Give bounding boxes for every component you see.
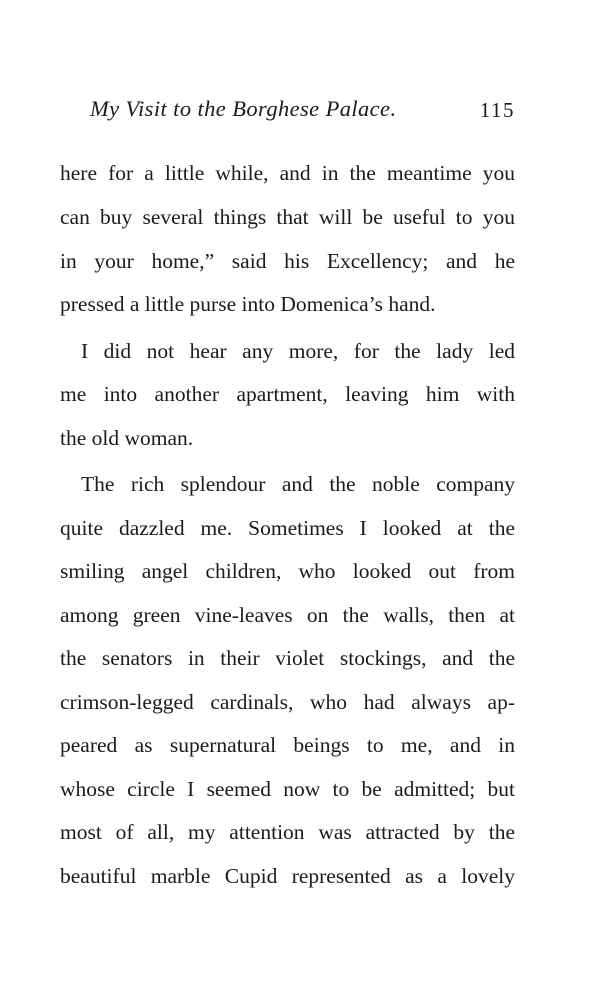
text-line: pressed a little purse into Domenica’s hand. — [60, 292, 436, 316]
text-line: can buy several things that will be useful to you — [60, 205, 515, 229]
text-line: smiling angel children, who looked out from — [60, 559, 515, 583]
paragraph-first-line: I did not hear any more, for the lady led — [81, 339, 515, 363]
text-line: among green vine-leaves on the walls, then at — [60, 603, 515, 627]
text-line: peared as supernatural beings to me, and in — [60, 733, 515, 757]
text-line: most of all, my attention was attracted by the — [60, 820, 515, 844]
text-line: here for a little while, and in the meantime you — [60, 161, 515, 185]
text-line: me into another apartment, leaving him with — [60, 382, 515, 406]
text-line: crimson-legged cardinals, who had always ap- — [60, 690, 515, 714]
text-line: the old woman. — [60, 426, 194, 450]
text-line: the senators in their violet stockings, and the — [60, 646, 515, 670]
text-line: quite dazzled me. Sometimes I looked at the — [60, 516, 515, 540]
page-number: 115 — [479, 98, 515, 122]
running-title: My Visit to the Borghese Palace. — [90, 96, 397, 121]
paragraph-first-line: The rich splendour and the noble company — [81, 472, 515, 496]
running-head — [90, 96, 515, 130]
text-line: beautiful marble Cupid represented as a lovely — [60, 864, 515, 888]
text-line: whose circle I seemed now to be admitted; but — [60, 777, 515, 801]
text-line: in your home,” said his Excellency; and he — [60, 249, 515, 273]
